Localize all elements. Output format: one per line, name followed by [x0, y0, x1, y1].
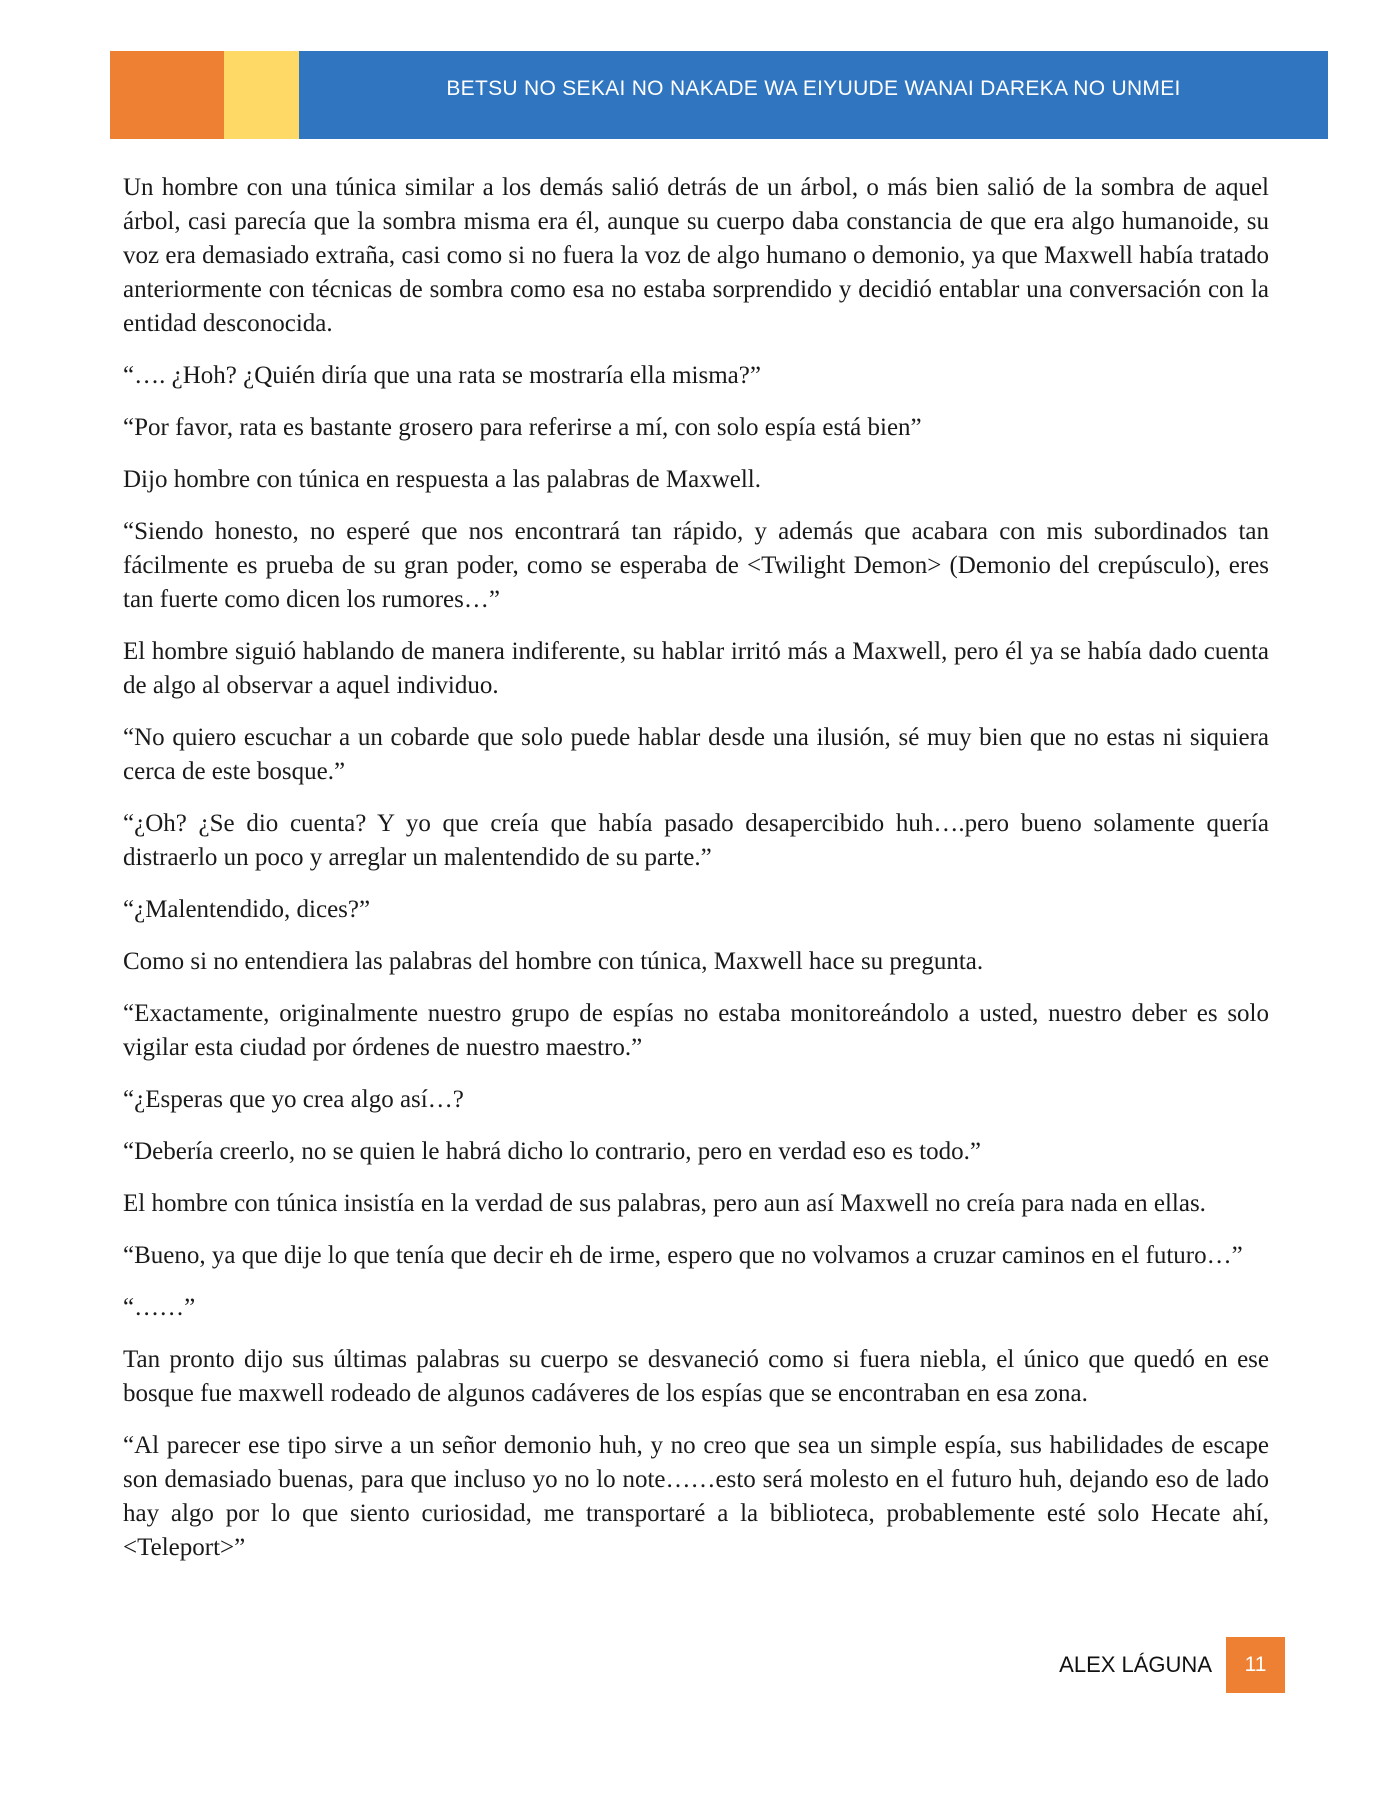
- paragraph: “…. ¿Hoh? ¿Quién diría que una rata se mostraría ella misma?”: [123, 362, 761, 389]
- page-header: [110, 51, 1328, 139]
- paragraph: “Debería creerlo, no se quien le habrá dicho lo contrario, pero en verdad eso es todo.”: [123, 1138, 981, 1165]
- paragraph: “Exactamente, originalmente nuestro grupo de espías no estaba monitoreándolo a usted, nuestro deber es solo vigilar esta ciudad por órdenes de nuestro maestro.”: [123, 1000, 1269, 1061]
- paragraph: El hombre con túnica insistía en la verdad de sus palabras, pero aun así Maxwell no creía para nada en ellas.: [123, 1190, 1206, 1217]
- paragraph: “Al parecer ese tipo sirve a un señor demonio huh, y no creo que sea un simple espía, sus habilidades de escape son demasiado buenas, para que incluso yo no lo note……esto será molesto en el futuro huh, dejando eso de lado hay algo por lo que siento curiosidad, me transportaré a la biblioteca, probablemente esté solo Hecate ahí, <Teleport>”: [123, 1432, 1269, 1561]
- paragraph: “¿Oh? ¿Se dio cuenta? Y yo que creía que había pasado desapercibido huh….pero bueno solamente quería distraerlo un poco y arreglar un malentendido de su parte.”: [123, 810, 1269, 871]
- paragraph: Dijo hombre con túnica en respuesta a las palabras de Maxwell.: [123, 466, 761, 493]
- header-title: BETSU NO SEKAI NO NAKADE WA EIYUUDE WANAI DAREKA NO UNMEI: [446, 77, 1181, 100]
- header-yellow-block: [224, 51, 299, 139]
- paragraph: Un hombre con una túnica similar a los demás salió detrás de un árbol, o más bien salió de la sombra de aquel árbol, casi parecía que la sombra misma era él, aunque su cuerpo daba constancia de que era algo humanoide, su voz era demasiado extraña, casi como si no fuera la voz de algo humano o demonio, ya que Maxwell había tratado anteriormente con técnicas de sombra como esa no estaba sorprendido y decidió entablar una conversación con la entidad desconocida.: [123, 174, 1269, 337]
- paragraph: “¿Esperas que yo crea algo así…?: [123, 1086, 464, 1113]
- paragraph: Tan pronto dijo sus últimas palabras su cuerpo se desvaneció como si fuera niebla, el único que quedó en ese bosque fue maxwell rodeado de algunos cadáveres de los espías que se encontraban en esa zona.: [123, 1346, 1269, 1407]
- paragraph: “Siendo honesto, no esperé que nos encontrará tan rápido, y además que acabara con mis subordinados tan fácilmente es prueba de su gran poder, como se esperaba de <Twilight Demon> (Demonio del crepúsculo), eres tan fuerte como dicen los rumores…”: [123, 518, 1269, 613]
- page-number-badge: [1226, 1637, 1285, 1693]
- paragraph: “Por favor, rata es bastante grosero para referirse a mí, con solo espía está bien”: [123, 414, 922, 441]
- paragraph: “……”: [123, 1294, 196, 1321]
- paragraph: Como si no entendiera las palabras del hombre con túnica, Maxwell hace su pregunta.: [123, 948, 984, 975]
- page-number: 11: [1244, 1653, 1267, 1676]
- page-footer: [900, 1637, 1285, 1693]
- footer-author: ALEX LÁGUNA: [1059, 1652, 1212, 1677]
- paragraph: “No quiero escuchar a un cobarde que solo puede hablar desde una ilusión, sé muy bien que no estas ni siquiera cerca de este bosque.”: [123, 724, 1269, 785]
- paragraph: El hombre siguió hablando de manera indiferente, su hablar irritó más a Maxwell, pero él ya se había dado cuenta de algo al observar a aquel individuo.: [123, 638, 1269, 699]
- document-body: [123, 171, 1269, 1583]
- paragraph: “¿Malentendido, dices?”: [123, 896, 371, 923]
- header-orange-block: [110, 51, 224, 139]
- header-title-bar: [299, 51, 1328, 139]
- paragraph: “Bueno, ya que dije lo que tenía que decir eh de irme, espero que no volvamos a cruzar caminos en el futuro…”: [123, 1242, 1243, 1269]
